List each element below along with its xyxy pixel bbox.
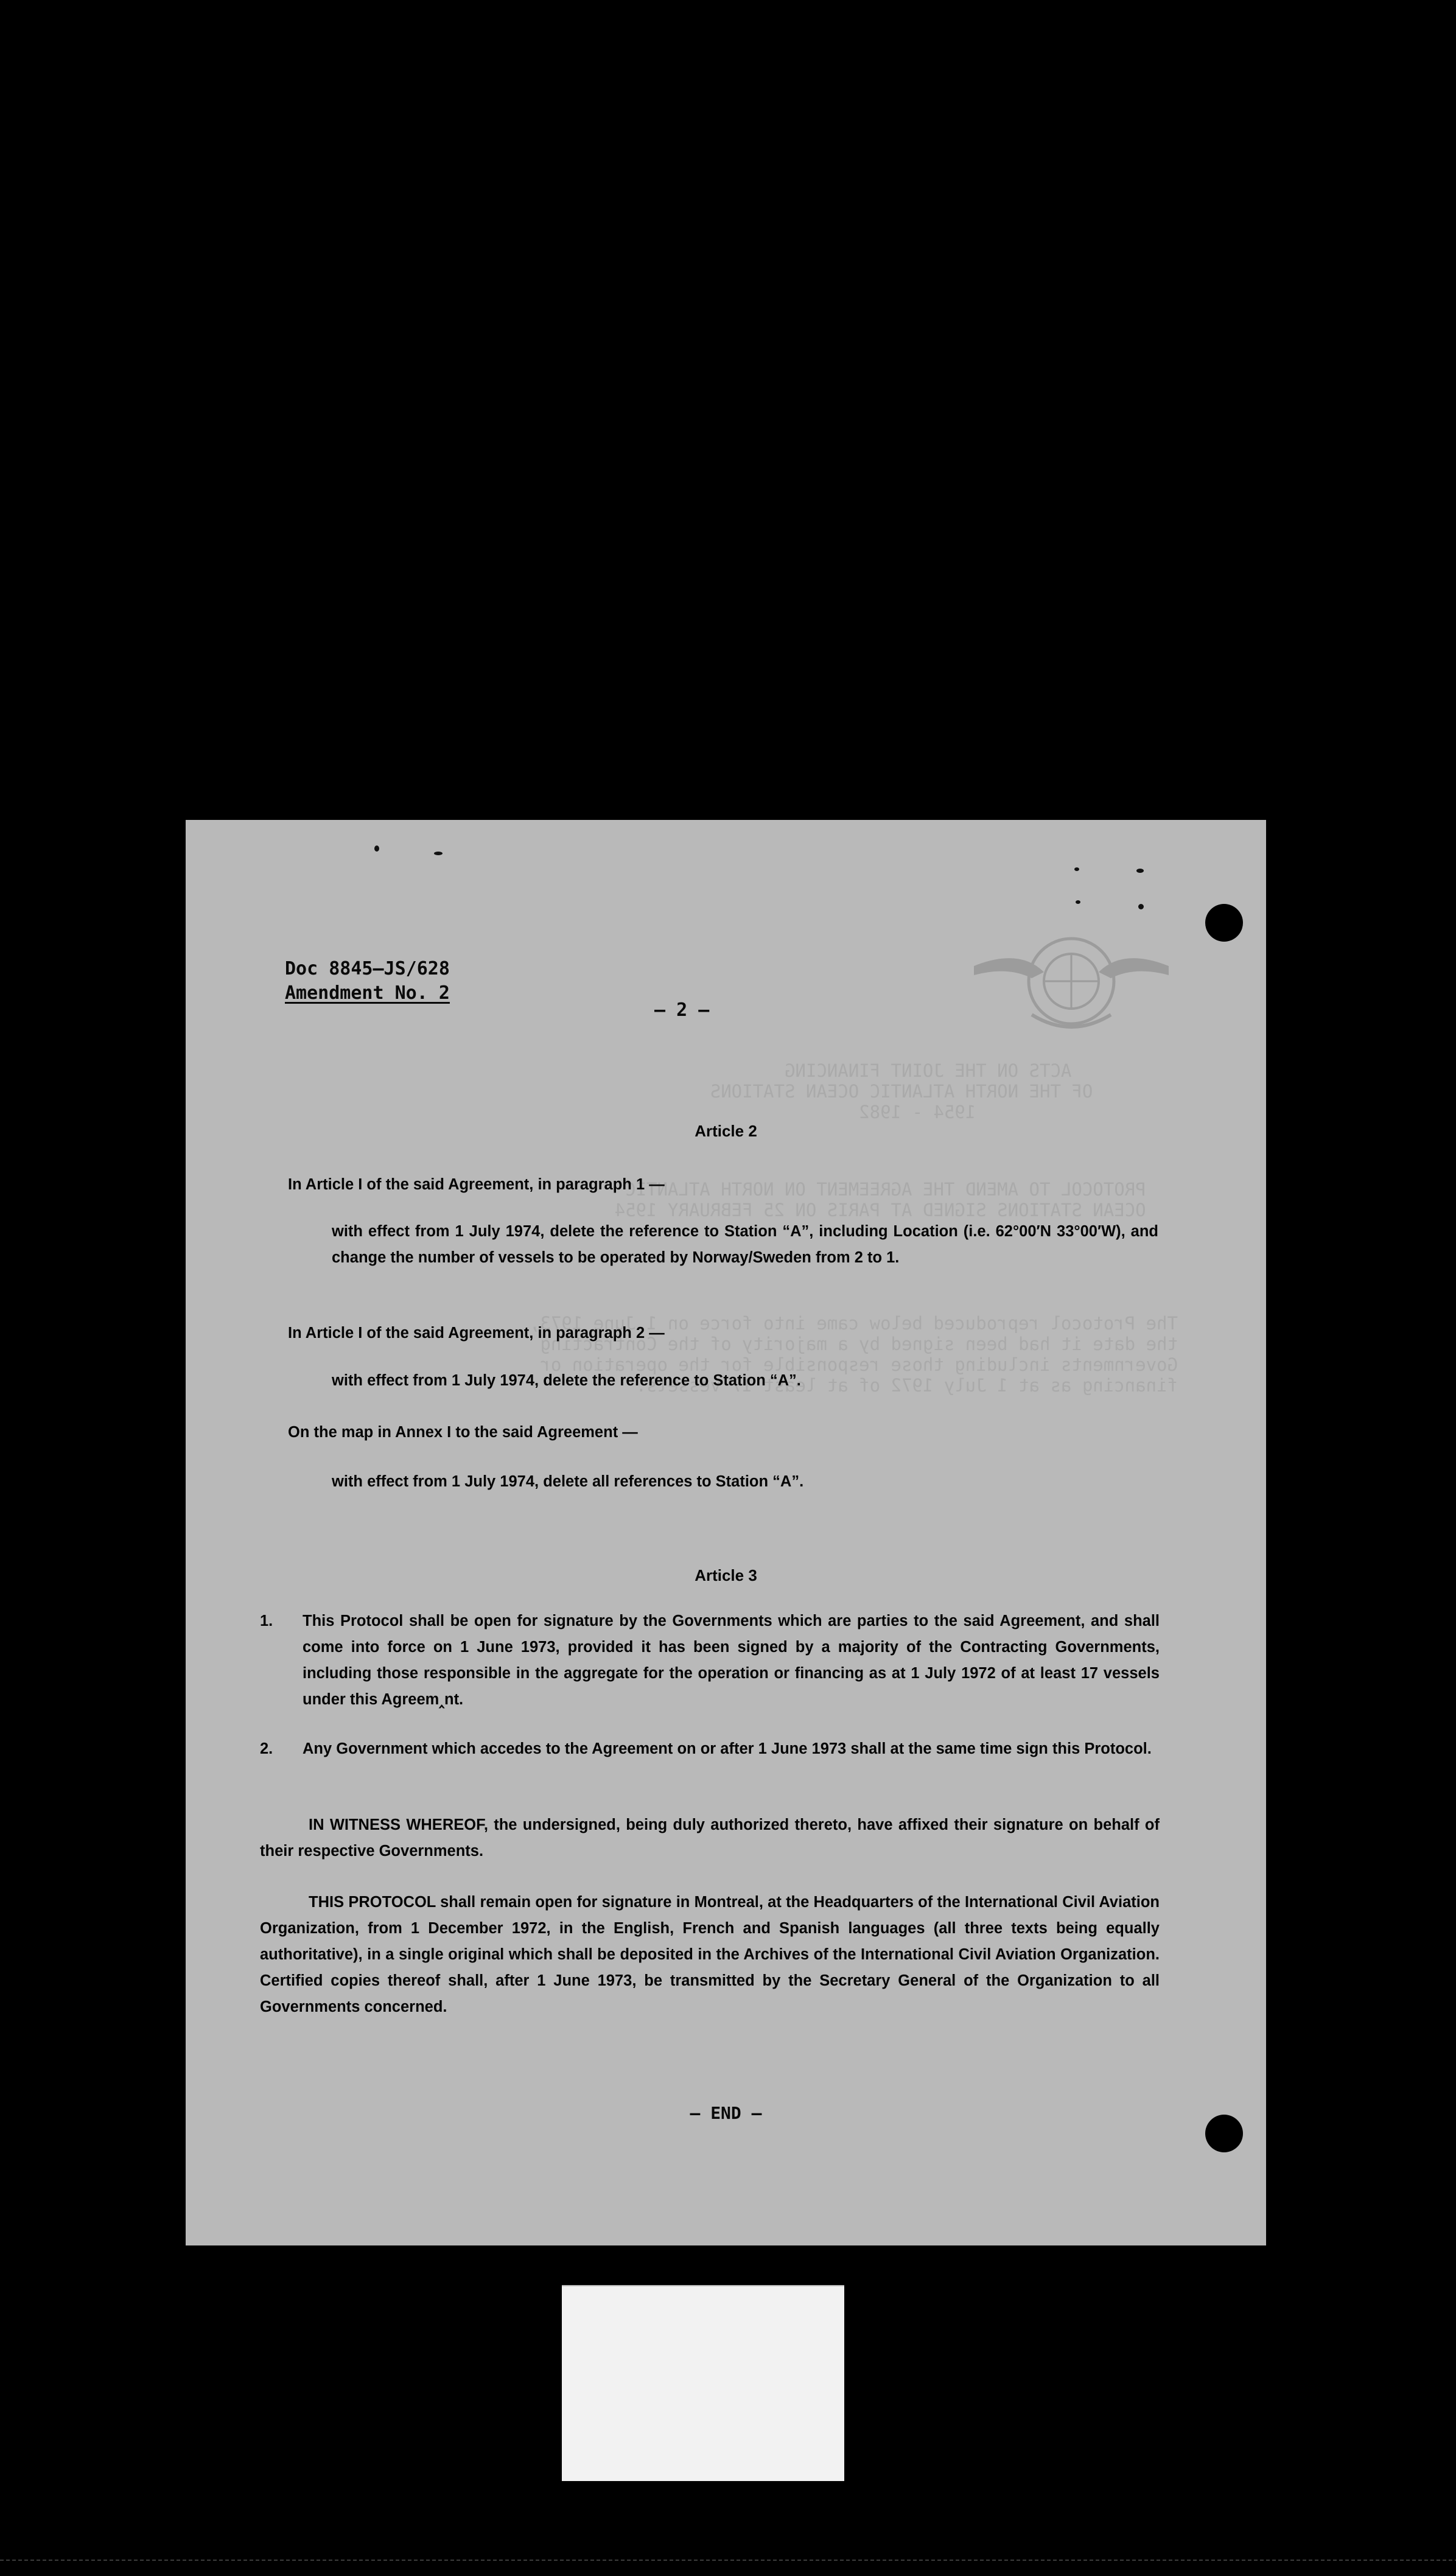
blank-card: [562, 2285, 844, 2481]
page-number: — 2 —: [654, 999, 710, 1021]
bleed-through-text: PROTOCOL TO AMEND THE AGREEMENT ON NORTH ATLANTIC OCEAN STATIONS SIGNED AT PARIS ON 25 FEBRUARY 1954: [614, 1179, 1146, 1220]
article-2-para-1-text: with effect from 1 July 1974, delete the reference to Station “A”, including Location (i.e. 62°00′N 33°00′W), and change the number of vessels to be operated by Norway/Sweden from 2 to 1.: [332, 1223, 1158, 1266]
scan-edge-line: [0, 2560, 1456, 2561]
article-2-para-2-intro: In Article I of the said Agreement, in paragraph 2 —: [288, 1325, 665, 1342]
article-2-para-3-intro: On the map in Annex I to the said Agreement —: [288, 1424, 638, 1441]
witness-clause: IN WITNESS WHEREOF, the undersigned, being duly authorized thereto, have affixed their signature on behalf of their respective Governments.: [260, 1816, 1160, 1860]
article-3-item-text: This Protocol shall be open for signature by the Governments which are parties to the said Agreement, and shall come into force on 1 June 1973, provided it has been signed by a majority of the Contracting Governments, including those responsible in the aggregate for the operation or financing as at 1 July 1972 of at least 17 vessels under this Agreem‸nt.: [303, 1612, 1160, 1708]
paper-speck: [434, 852, 443, 855]
protocol-open-clause: THIS PROTOCOL shall remain open for signature in Montreal, at the Headquarters of the International Civil Aviation Organization, from 1 December 1972, in the English, French and Spanish languages (all three texts being equally authoritative), in a single original which shall be deposited in the Archives of the International Civil Aviation Organization. Certified copies thereof shall, after 1 June 1973, be transmitted by the Secretary General of the Organization to all Governments concerned.: [260, 1894, 1160, 2015]
bleed-through-text: ACTS ON THE JOINT FINANCING OF THE NORTH ATLANTIC OCEAN STATIONS 1954 - 1982: [710, 1060, 1093, 1122]
document-reference: [285, 957, 450, 1006]
article-2-para-3-text: with effect from 1 July 1974, delete all references to Station “A”.: [332, 1473, 804, 1490]
article-3-item-number: 1.: [260, 1612, 273, 1629]
document-page: [186, 820, 1266, 2245]
paper-speck: [374, 845, 379, 852]
paper-speck: [1136, 869, 1144, 873]
paper-speck: [1076, 900, 1080, 904]
doc-number: Doc 8845—JS/628: [285, 958, 450, 979]
article-2-para-1-intro: In Article I of the said Agreement, in paragraph 1 —: [288, 1176, 665, 1193]
article-3-heading: Article 3: [695, 1566, 757, 1584]
end-mark: — END —: [690, 2103, 762, 2123]
faded-emblem-icon: [971, 923, 1172, 1039]
punch-hole-top: [1205, 904, 1243, 942]
article-3-item-number: 2.: [260, 1740, 273, 1757]
article-2-heading: Article 2: [695, 1122, 757, 1140]
article-2-para-2-text: with effect from 1 July 1974, delete the reference to Station “A”.: [332, 1372, 801, 1389]
article-3-item-text: Any Government which accedes to the Agreement on or after 1 June 1973 shall at the same time sign this Protocol.: [303, 1740, 1152, 1757]
bleed-through-text: The Protocol reproduced below came into force on 1 June 1973, the date it had been signed by a majority of the Contracting Governments including those responsible for the operation or financing as at 1 July 1972 of at least 17 vessels.: [529, 1313, 1178, 1396]
amendment-number: Amendment No. 2: [285, 982, 450, 1004]
paper-speck: [1074, 867, 1079, 871]
paper-speck: [1138, 904, 1144, 909]
